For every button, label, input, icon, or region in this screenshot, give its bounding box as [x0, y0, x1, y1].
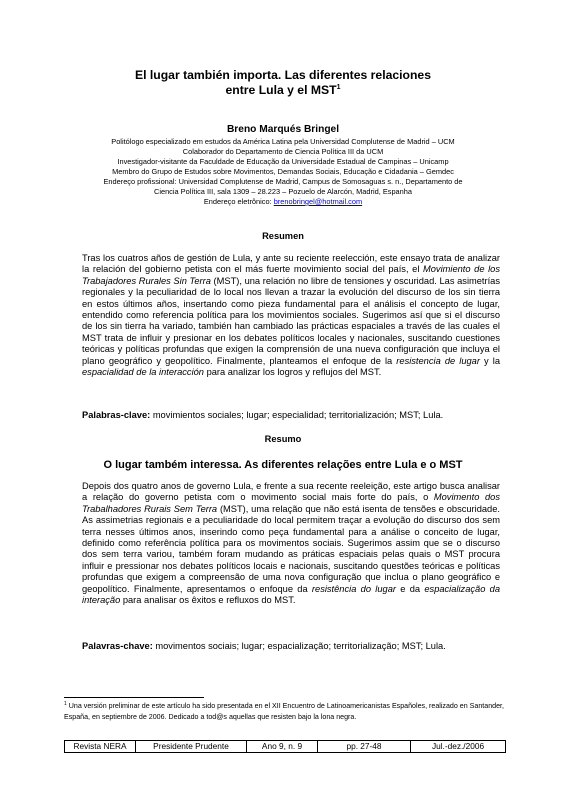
- affiliation-line: Politólogo especializado em estudos da América Latina pela Universidad Complutense de Madrid – UCM: [111, 137, 455, 146]
- resumen-abstract: Tras los cuatros años de gestión de Lula, y ante su reciente reelección, este ensayo trata de analizar la relación del gobierno petista con el más fuerte movimiento social del país, el Movimiento de los Trabajadores Rurales Sin Terra (MST), una relación no libre de tensiones y oscuridad. Las asimetrías regionales y la peculiaridad de lo local nos llevan a trazar la evolución del discurso de los sin tierra en estos últimos años, insertando como pieza fundamental para el análisis el concepto de lugar, entendido como referencia política para los movimientos sociales. Sugerimos así que si el discurso de los sin tierra ha variado, también han cambiado las prácticas espaciales a través de las cuales el MST trata de influir y presionar en los debates políticos locales y nacionales, suscitando cuestiones teóricas y políticas profundas que exigen la comprensión de una nueva configuración que incluya el plano geográfico y geopolítico. Finalmente, planteamos el enfoque de la resistencia de lugar y la espacialidad de la interacción para analizar los logros y reflujos del MST.: [82, 253, 501, 378]
- journal-footer: [64, 740, 506, 753]
- email-line: Endereço eletrônico: brenobringel@hotmail.com: [203, 197, 363, 206]
- paper-title: [0, 68, 566, 98]
- resumo-abstract: Depois dos quatro anos de governo Lula, e frente a sua recente reeleição, este artigo busca analisar a relação do governo petista com o movimento social mais forte do país, o Movimento dos Trabalhadores Rurais Sem Terra (MST), uma relação que não está isenta de tensões e obscuridade. As assimetrias regionais e a peculiaridade do local permitem traçar a evolução do discurso dos sem terra nesses últimos anos, inserindo como peça fundamental para a análise o conceito de lugar, definido como referência política para os movimentos sociais. Sugerimos assim que se o discurso dos sem terra variou, também foram mudando as práticas espaciais pelas quais o MST procura influir e pressionar nos debates políticos locais e nacionais, suscitando questões teóricas e políticas profundas que exigem a compreensão de uma nova configuração que inclua o plano geográfico e geopolítico. Finalmente, apresentamos o enfoque da resistência do lugar e da espacialização da interação para analisar os êxitos e refluxos do MST.: [82, 481, 500, 606]
- footer-pages: pp. 27-48: [318, 741, 411, 752]
- author-affiliations: [60, 137, 506, 207]
- resumen-keywords: Palabras-clave: movimientos sociales; lugar; especialidad; territorialización; MST; Lula.: [82, 410, 444, 420]
- author-name: Breno Marqués Bringel: [226, 124, 340, 135]
- title-footnote-mark: 1: [336, 84, 341, 91]
- affiliation-line: Ciencia Política III, sala 1309 – 28.223 – Pozuelo de Alarcón, Madrid, Espanha: [153, 187, 412, 196]
- title-line-1: El lugar también importa. Las diferentes relaciones: [135, 68, 431, 82]
- footer-journal: Revista NERA: [65, 741, 136, 752]
- affiliation-line: Colaborador do Departamento de Ciencia Política III da UCM: [182, 147, 384, 156]
- footer-date: Jul.-dez./2006: [431, 741, 485, 751]
- affiliation-line: Investigador-visitante da Faculdade de Educação da Universidade Estadual de Campinas – Unicamp: [117, 157, 449, 166]
- resumo-subtitle: O lugar também interessa. As diferentes relações entre Lula e o MST: [103, 459, 463, 471]
- footnote-divider: [64, 697, 204, 698]
- footnote: $^1$ Una versión preliminar de este artículo ha sido presentada en el XII Encuentro de Latinoamericanistas Españoles, realizado en Santander, España, en septiembre de 2006. Dedicado a tod@s aquellas que resisten bajo la lona negra.: [64, 701, 504, 721]
- email-link[interactable]: brenobringel@hotmail.com: [273, 197, 363, 206]
- affiliation-line: Membro do Grupo de Estudos sobre Movimentos, Demandas Sociais, Educação e Cidadania – Gemdec: [112, 167, 454, 176]
- footer-volume: Ano 9, n. 9: [247, 741, 318, 752]
- title-line-2: entre Lula y el MST$^1$: [225, 83, 341, 97]
- resumo-heading: Resumo: [264, 434, 302, 444]
- resumen-heading: Resumen: [262, 231, 304, 241]
- footnote-mark: 1: [64, 701, 67, 707]
- resumo-keywords: Palavras-chave: movimentos sociais; lugar; espacialização; territorialização; MST; Lula.: [82, 641, 446, 651]
- affiliation-line: Endereço profissional: Universidad Complutense de Madrid, Campus de Somosaguas s. n., Departamento de: [103, 177, 463, 186]
- footer-city: Presidente Prudente: [136, 741, 247, 752]
